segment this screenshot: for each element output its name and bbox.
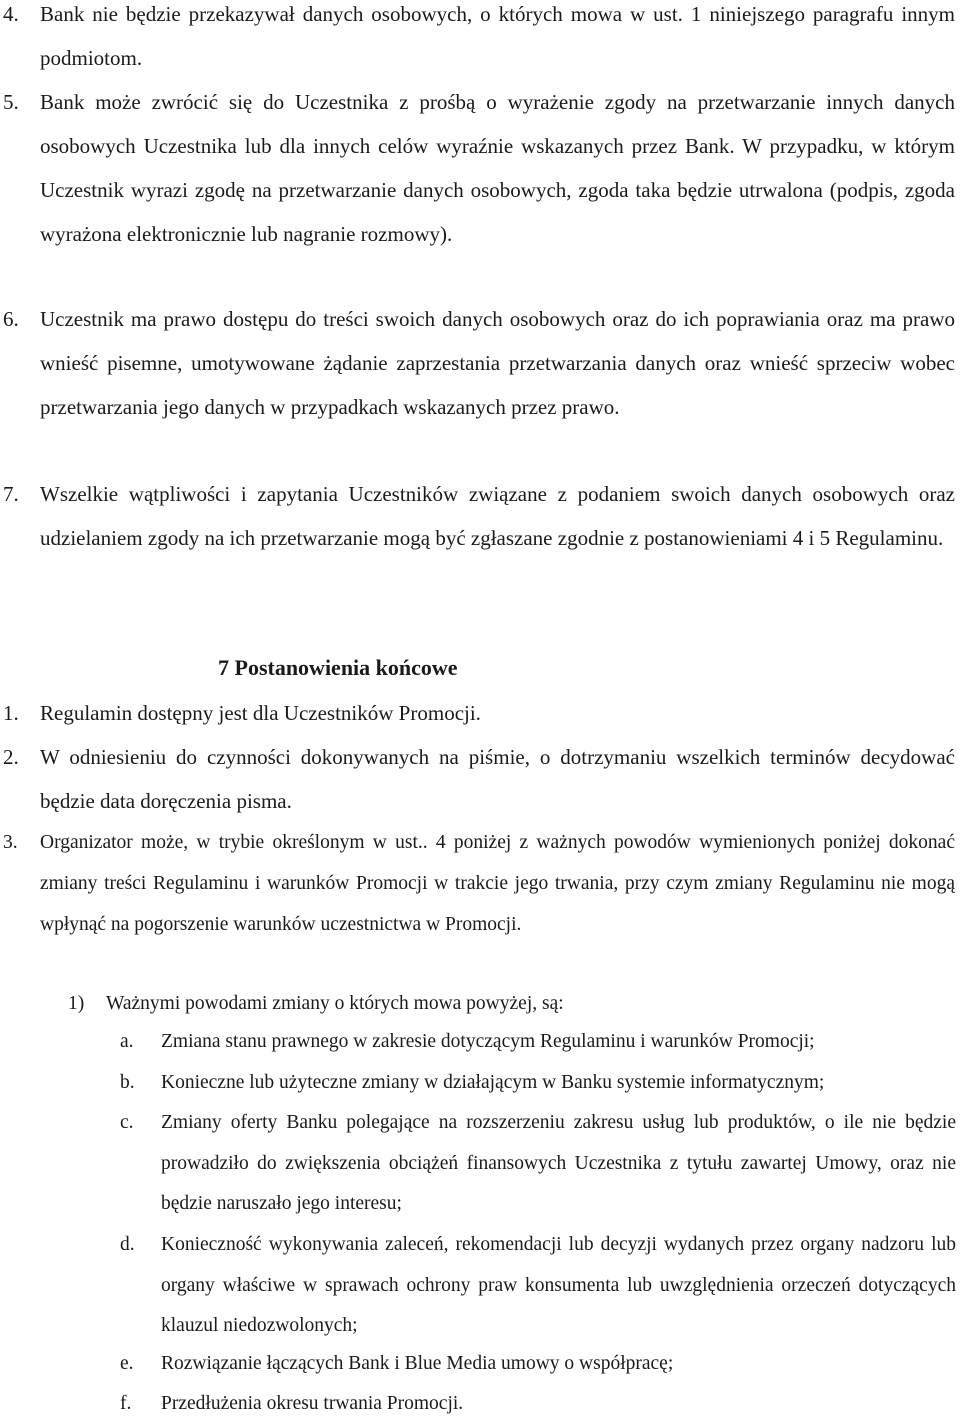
item-number: 2.	[3, 745, 19, 769]
item-text: Przedłużenia okresu trwania Promocji.	[161, 1393, 464, 1414]
paragraph-4	[3, 0, 955, 80]
item-letter: d.	[120, 1234, 135, 1255]
item-text: Zmiana stanu prawnego w zakresie dotyczącym Regulaminu i warunków Promocji;	[161, 1031, 815, 1052]
letter-item-f	[120, 1384, 956, 1425]
letter-item-d	[120, 1225, 956, 1347]
letter-item-e	[120, 1344, 956, 1385]
item-number: 3.	[3, 832, 18, 853]
paragraph-5	[3, 80, 955, 256]
item-number: 1)	[68, 993, 85, 1014]
item-letter: a.	[120, 1031, 134, 1052]
letter-item-b	[120, 1063, 956, 1104]
letter-item-a	[120, 1022, 956, 1063]
item-text: Wszelkie wątpliwości i zapytania Uczestników związane z podaniem swoich danych osobowych oraz udzielaniem zgody na ich przetwarzanie mogą być zgłaszane zgodnie z postanowieniami 4 i 5 Regulaminu.	[40, 482, 955, 550]
section-heading: 7 Postanowienia końcowe	[218, 655, 458, 680]
item-text: Uczestnik ma prawo dostępu do treści swoich danych osobowych oraz do ich poprawiania oraz ma prawo wnieść pisemne, umotywowane żądanie zaprzestania przetwarzania danych oraz wnieść sprzeciw wobec przetwarzania jego danych w przypadkach wskazanych przez prawo.	[40, 307, 955, 419]
item-text: Regulamin dostępny jest dla Uczestników Promocji.	[40, 701, 481, 725]
item-number: 7.	[3, 482, 19, 506]
item-text: Bank może zwrócić się do Uczestnika z prośbą o wyrażenie zgody na przetwarzanie innych danych osobowych Uczestnika lub dla innych celów wyraźnie wskazanych przez Bank. W przypadku, w którym Uczestnik wyrazi zgodę na przetwarzanie danych osobowych, zgoda taka będzie utrwalona (podpis, zgoda wyrażona elektronicznie lub nagranie rozmowy).	[40, 90, 955, 246]
letter-item-c	[120, 1103, 956, 1225]
item-number: 5.	[3, 90, 19, 114]
final-paragraph-3	[3, 822, 955, 945]
item-number: 6.	[3, 307, 19, 331]
paragraph-6	[3, 297, 955, 429]
final-paragraph-1	[3, 691, 955, 735]
item-text: Ważnymi powodami zmiany o których mowa powyżej, są:	[106, 993, 564, 1014]
item-text: Bank nie będzie przekazywał danych osobowych, o których mowa w ust. 1 niniejszego paragrafu innym podmiotom.	[40, 2, 955, 70]
item-number: 4.	[3, 2, 19, 26]
item-text: Konieczne lub użyteczne zmiany w działającym w Banku systemie informatycznym;	[161, 1072, 825, 1093]
item-letter: e.	[120, 1353, 134, 1374]
item-text: Konieczność wykonywania zaleceń, rekomendacji lub decyzji wydanych przez organy nadzoru lub organy właściwe w sprawach ochrony praw konsumenta lub uwzględnienia orzeczeń dotyczących klauzul niedozwolonych;	[161, 1234, 956, 1336]
sub-item-1	[68, 984, 948, 1024]
item-text: Rozwiązanie łączących Bank i Blue Media umowy o współpracę;	[161, 1353, 674, 1374]
item-letter: b.	[120, 1072, 135, 1093]
item-text: Zmiany oferty Banku polegające na rozszerzeniu zakresu usług lub produktów, o ile nie będzie prowadziło do zwiększenia obciążeń finansowych Uczestnika z tytułu zawartej Umowy, oraz nie będzie naruszało jego interesu;	[161, 1112, 956, 1214]
item-text: Organizator może, w trybie określonym w ust.. 4 poniżej z ważnych powodów wymienionych poniżej dokonać zmiany treści Regulaminu i warunków Promocji w trakcie jego trwania, przy czym zmiany Regulaminu nie mogą wpłynąć na pogorszenie warunków uczestnictwa w Promocji.	[40, 832, 955, 935]
paragraph-7	[3, 472, 955, 560]
item-letter: c.	[120, 1112, 134, 1133]
final-paragraph-2	[3, 735, 955, 823]
item-number: 1.	[3, 701, 19, 725]
item-text: W odniesieniu do czynności dokonywanych na piśmie, o dotrzymaniu wszelkich terminów decydować będzie data doręczenia pisma.	[40, 745, 955, 813]
item-letter: f.	[120, 1393, 132, 1414]
